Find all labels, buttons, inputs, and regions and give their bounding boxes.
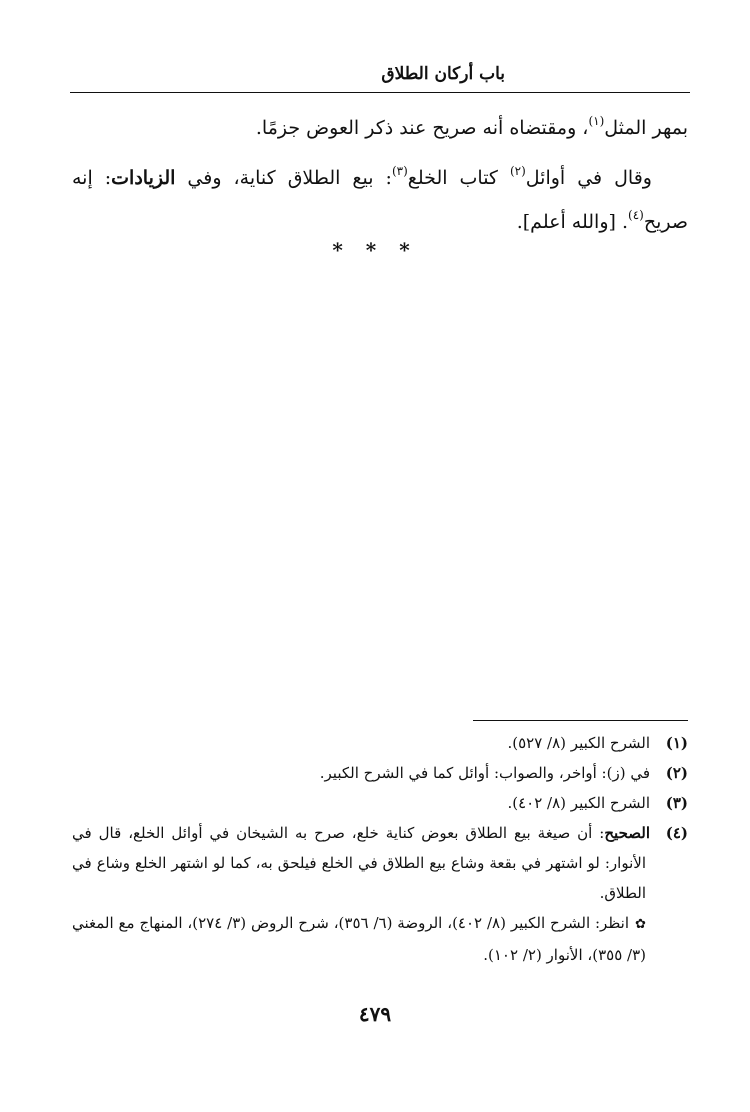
footnote-text: الشرح الكبير (٨/ ٤٠٢).: [507, 794, 650, 812]
running-title: باب أركان الطلاق: [381, 64, 505, 84]
footnote-ref-4: (٤): [628, 207, 644, 222]
text-run: وقال في أوائل: [525, 167, 652, 189]
footnote-4: [72, 818, 688, 908]
footnote-1: [72, 728, 688, 758]
text-run: كتاب الخلع: [407, 167, 510, 189]
text-run: . [والله أعلم].: [516, 211, 628, 233]
flower-icon: ✿: [634, 917, 646, 932]
footnote-2: [72, 758, 688, 788]
footnote-note: [72, 908, 688, 970]
footnote-lead: الصحيح: [604, 824, 650, 842]
footnote-rule: [473, 720, 688, 721]
footnote-ref-2: (٢): [509, 163, 526, 178]
paragraph-2: [72, 156, 688, 244]
footnote-ref-3: (٣): [391, 163, 408, 178]
text-run: : إنه صريح: [72, 167, 688, 233]
footnote-number: (٢): [665, 764, 688, 782]
footnote-text: الشرح الكبير (٨/ ٥٢٧).: [507, 734, 650, 752]
emphasized-term: الزيادات: [111, 167, 176, 189]
footnote-text: انظر: الشرح الكبير (٨/ ٤٠٢)، الروضة (٦/ ٣٥٦)، شرح الروض (٣/ ٢٧٤)، المنهاج مع المغني (٣/ ٣٥٥)، الأنوار (٢/ ١٠٢).: [72, 914, 646, 964]
text-run: بمهر المثل: [604, 117, 688, 139]
text-run: ، ومقتضاه أنه صريح عند ذكر العوض جزمًا.: [255, 117, 589, 139]
page-number: ٤٧٩: [358, 1002, 392, 1026]
footnote-number: (٣): [665, 794, 688, 812]
footnote-number: (٤): [665, 824, 688, 842]
footnote-number: (١): [665, 734, 688, 752]
footnote-3: [72, 788, 688, 818]
section-separator: * * *: [332, 238, 418, 262]
footnotes: [72, 728, 688, 970]
footnote-ref-1: (١): [588, 113, 605, 128]
main-text: [72, 106, 688, 250]
footnote-text: في (ز): أواخر، والصواب: أوائل كما في الشرح الكبير.: [319, 764, 650, 782]
paragraph-1: [72, 106, 688, 150]
text-run: : بيع الطلاق كناية، وفي: [175, 167, 392, 189]
running-header: [70, 58, 690, 93]
footnote-text: : أن صيغة بيع الطلاق بعوض كناية خلع، صرح به الشيخان في أوائل الخلع، قال في الأنوار: لو اشتهر في بقعة وشاع بيع الطلاق في الخلع فيلحق به، كما لو اشتهر الخلع وشاع في الطلاق.: [72, 824, 646, 902]
